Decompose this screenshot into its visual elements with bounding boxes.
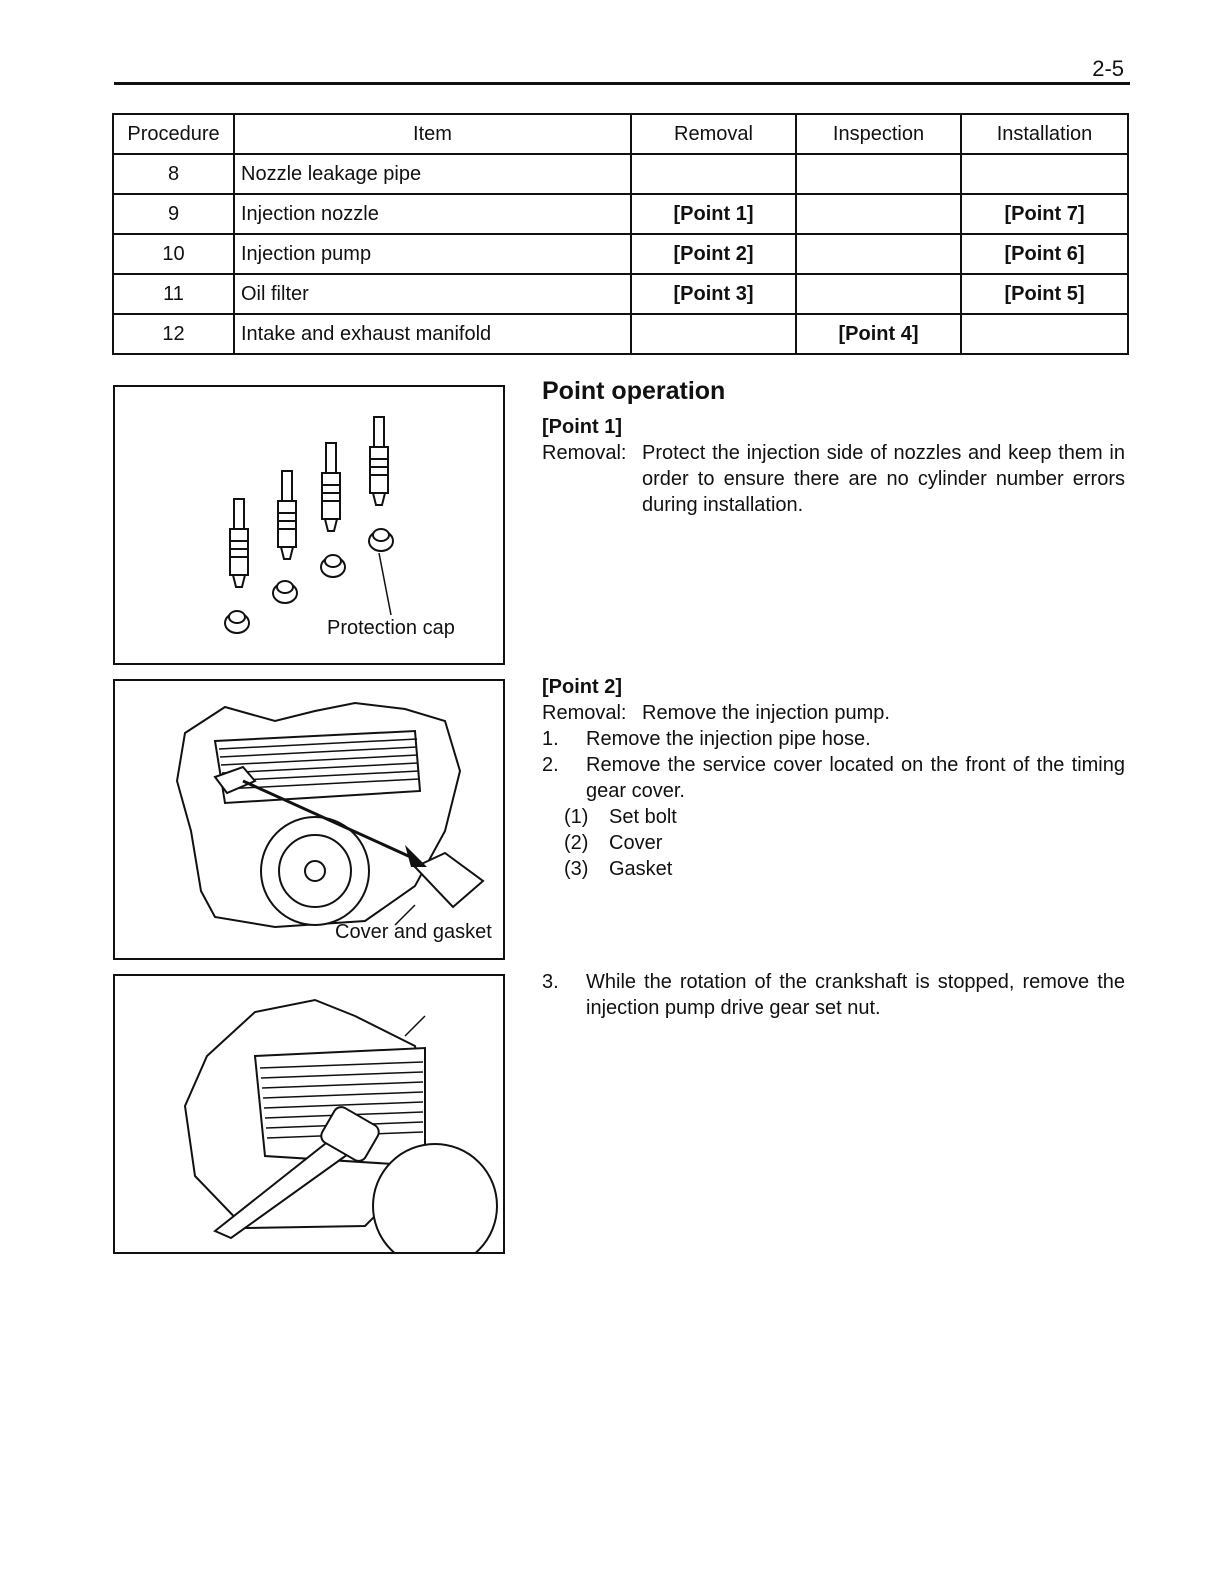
- inspection-cell: [796, 154, 961, 194]
- procedure-cell: 10: [113, 234, 234, 274]
- leader-line: [379, 553, 391, 615]
- point1-title: [Point 1]: [542, 416, 622, 438]
- table-row: [113, 234, 1128, 274]
- procedure-cell: 11: [113, 274, 234, 314]
- installation-cell: [Point 6]: [961, 234, 1128, 274]
- protection-cap-icon: [321, 555, 345, 577]
- table-row: [113, 274, 1128, 314]
- removal-cell: [Point 2]: [631, 234, 796, 274]
- table-row: [113, 194, 1128, 234]
- step-number: 2.: [542, 754, 559, 776]
- nozzle-icon: [322, 443, 340, 531]
- point1-text: Protect the injection side of nozzles and keep them in order to ensure there are no cylinder number errors during installation.: [642, 442, 1125, 516]
- substep-text: Set bolt: [609, 806, 677, 828]
- step-text: While the rotation of the crankshaft is stopped, remove the injection pump drive gear set nut.: [586, 971, 1125, 1019]
- procedure-cell: 12: [113, 314, 234, 354]
- protection-cap-icon: [369, 529, 393, 551]
- header-rule: [114, 82, 1130, 85]
- column-header: Procedure: [113, 114, 234, 154]
- removal-cell: [Point 1]: [631, 194, 796, 234]
- inspection-cell: [796, 194, 961, 234]
- procedure-cell: 8: [113, 154, 234, 194]
- step-number: 1.: [542, 728, 559, 750]
- table-row: [113, 314, 1128, 354]
- substep-text: Cover: [609, 832, 663, 854]
- step-number: 3.: [542, 971, 559, 993]
- column-header: Removal: [631, 114, 796, 154]
- inspection-cell: [796, 274, 961, 314]
- table-header-row: [113, 114, 1128, 154]
- point2-section: [542, 674, 1125, 882]
- installation-cell: [Point 7]: [961, 194, 1128, 234]
- installation-cell: [961, 314, 1128, 354]
- item-cell: Injection pump: [234, 234, 631, 274]
- procedure-table: [112, 113, 1129, 355]
- substep-number: (1): [564, 806, 589, 828]
- column-header: Item: [234, 114, 631, 154]
- nozzle-icon: [370, 417, 388, 505]
- step-text: Remove the injection pipe hose.: [586, 728, 871, 750]
- removal-cell: [631, 154, 796, 194]
- page-number: 2-5: [1092, 56, 1124, 81]
- section-heading: Point operation: [542, 377, 726, 405]
- removal-label: Removal:: [542, 442, 627, 464]
- nozzle-icon: [230, 499, 248, 587]
- nozzle-figure: [113, 385, 505, 665]
- substep-text: Gasket: [609, 858, 673, 880]
- drive-gear-figure: [113, 974, 505, 1254]
- protection-cap-icon: [225, 611, 249, 633]
- nozzle-icon: [278, 471, 296, 559]
- timing-cover-illustration: [115, 681, 503, 958]
- item-cell: Oil filter: [234, 274, 631, 314]
- timing-cover-figure: [113, 679, 505, 960]
- point1-section: [542, 378, 1125, 518]
- point2-text: Remove the injection pump.: [642, 702, 890, 724]
- item-cell: Intake and exhaust manifold: [234, 314, 631, 354]
- drive-gear-illustration: [115, 976, 503, 1252]
- removal-cell: [Point 3]: [631, 274, 796, 314]
- step-text: Remove the service cover located on the front of the timing gear cover.: [586, 754, 1125, 802]
- installation-cell: [Point 5]: [961, 274, 1128, 314]
- figure-caption: Protection cap: [327, 617, 455, 639]
- step3-section: [542, 969, 1125, 1021]
- item-cell: Injection nozzle: [234, 194, 631, 234]
- installation-cell: [961, 154, 1128, 194]
- removal-cell: [631, 314, 796, 354]
- protection-cap-icon: [273, 581, 297, 603]
- inspection-cell: [Point 4]: [796, 314, 961, 354]
- table-row: [113, 154, 1128, 194]
- substep-number: (2): [564, 832, 589, 854]
- removal-label: Removal:: [542, 702, 627, 724]
- column-header: Inspection: [796, 114, 961, 154]
- figure-caption: Cover and gasket: [335, 921, 492, 943]
- item-cell: Nozzle leakage pipe: [234, 154, 631, 194]
- column-header: Installation: [961, 114, 1128, 154]
- substep-number: (3): [564, 858, 589, 880]
- procedure-cell: 9: [113, 194, 234, 234]
- inspection-cell: [796, 234, 961, 274]
- point2-title: [Point 2]: [542, 676, 622, 698]
